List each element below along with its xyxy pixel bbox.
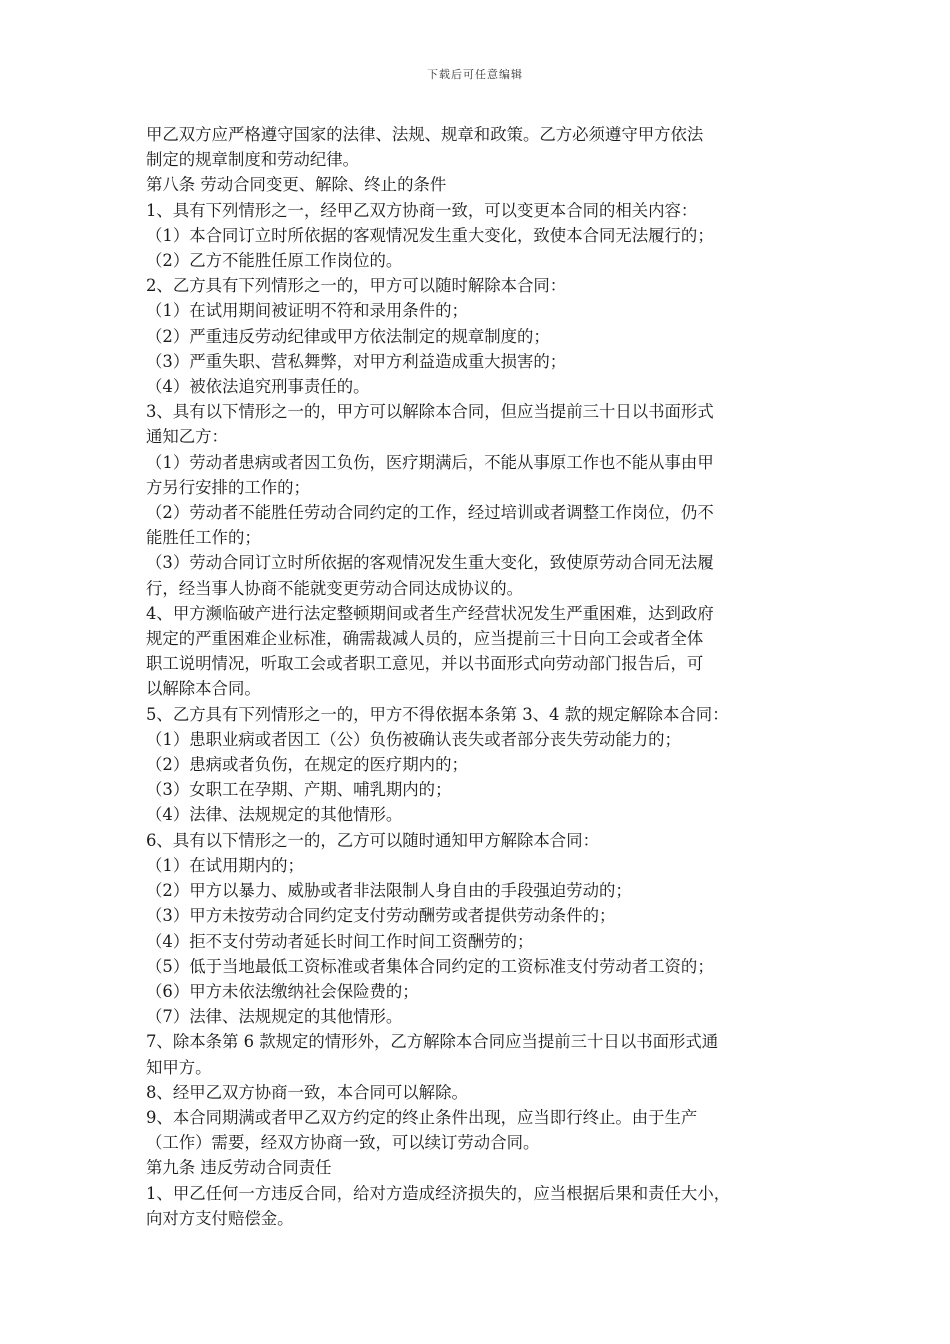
text-line: 1、甲乙任何一方违反合同，给对方造成经济损失的，应当根据后果和责任大小， (146, 1183, 731, 1203)
text-line: 5、乙方具有下列情形之一的，甲方不得依据本条第 3、4 款的规定解除本合同： (146, 704, 729, 724)
text-line: （3）劳动合同订立时所依据的客观情况发生重大变化，致使原劳动合同无法履 (146, 553, 714, 573)
text-line: 制定的规章制度和劳动纪律。 (146, 150, 360, 170)
text-line: （4）拒不支付劳动者延长时间工作时间工资酬劳的； (146, 931, 534, 951)
text-line: （4）法律、法规规定的其他情形。 (146, 805, 403, 825)
text-line: （6）甲方未依法缴纳社会保险费的； (146, 981, 419, 1001)
text-line: 能胜任工作的； (146, 528, 261, 548)
text-line: 行，经当事人协商不能就变更劳动合同达成协议的。 (146, 578, 523, 598)
text-line: （2）甲方以暴力、威胁或者非法限制人身自由的手段强迫劳动的； (146, 881, 632, 901)
text-line: （7）法律、法规规定的其他情形。 (146, 1007, 403, 1027)
text-line: 4、甲方濒临破产进行法定整顿期间或者生产经营状况发生严重困难，达到政府 (146, 603, 714, 623)
text-line: 职工说明情况，听取工会或者职工意见，并以书面形式向劳动部门报告后，可 (146, 654, 704, 674)
text-line: 2、乙方具有下列情形之一的，甲方可以随时解除本合同： (146, 276, 567, 296)
text-line: （2）严重违反劳动纪律或甲方依法制定的规章制度的； (146, 326, 550, 346)
text-line: 1、具有下列情形之一，经甲乙双方协商一致，可以变更本合同的相关内容： (146, 200, 698, 220)
text-line: （1）本合同订立时所依据的客观情况发生重大变化，致使本合同无法履行的； (146, 225, 714, 245)
text-line: 知甲方。 (146, 1057, 212, 1077)
document-body (146, 122, 816, 1231)
page-header: 下载后可任意编辑 (427, 68, 523, 81)
text-line: 以解除本合同。 (146, 679, 261, 699)
text-line: 9、本合同期满或者甲乙双方约定的终止条件出现，应当即行终止。由于生产 (146, 1107, 698, 1127)
text-line: （2）劳动者不能胜任劳动合同约定的工作，经过培训或者调整工作岗位，仍不 (146, 503, 714, 523)
text-line: （1）在试用期内的； (146, 855, 304, 875)
text-line: （3）严重失职、营私舞弊，对甲方利益造成重大损害的； (146, 351, 567, 371)
text-line: 方另行安排的工作的； (146, 477, 310, 497)
text-line: 6、具有以下情形之一的，乙方可以随时通知甲方解除本合同： (146, 830, 599, 850)
text-line: 7、除本条第 6 款规定的情形外，乙方解除本合同应当提前三十日以书面形式通 (146, 1032, 719, 1052)
text-line: （2）患病或者负伤，在规定的医疗期内的； (146, 755, 468, 775)
text-line: （3）甲方未按劳动合同约定支付劳动酬劳或者提供劳动条件的； (146, 906, 616, 926)
text-line: 8、经甲乙双方协商一致，本合同可以解除。 (146, 1082, 468, 1102)
text-line: （2）乙方不能胜任原工作岗位的。 (146, 251, 403, 271)
text-line: （4）被依法追究刑事责任的。 (146, 377, 370, 397)
section-heading: 第九条 违反劳动合同责任 (146, 1158, 332, 1178)
text-line: （3）女职工在孕期、产期、哺乳期内的； (146, 780, 452, 800)
text-line: （工作）需要，经双方协商一致，可以续订劳动合同。 (146, 1133, 540, 1153)
text-line: （1）劳动者患病或者因工负伤，医疗期满后，不能从事原工作也不能从事由甲 (146, 452, 714, 472)
text-line: 向对方支付赔偿金。 (146, 1208, 294, 1228)
text-line: （5）低于当地最低工资标准或者集体合同约定的工资标准支付劳动者工资的； (146, 956, 714, 976)
text-line: （1）在试用期间被证明不符和录用条件的； (146, 301, 468, 321)
text-line: （1）患职业病或者因工（公）负伤被确认丧失或者部分丧失劳动能力的； (146, 729, 681, 749)
text-line: 3、具有以下情形之一的，甲方可以解除本合同，但应当提前三十日以书面形式 (146, 402, 714, 422)
text-line: 通知乙方： (146, 427, 228, 447)
text-line: 规定的严重困难企业标准，确需裁减人员的，应当提前三十日向工会或者全体 (146, 629, 704, 649)
text-line: 甲乙双方应严格遵守国家的法律、法规、规章和政策。乙方必须遵守甲方依法 (146, 125, 704, 144)
section-heading: 第八条 劳动合同变更、解除、终止的条件 (146, 175, 447, 195)
